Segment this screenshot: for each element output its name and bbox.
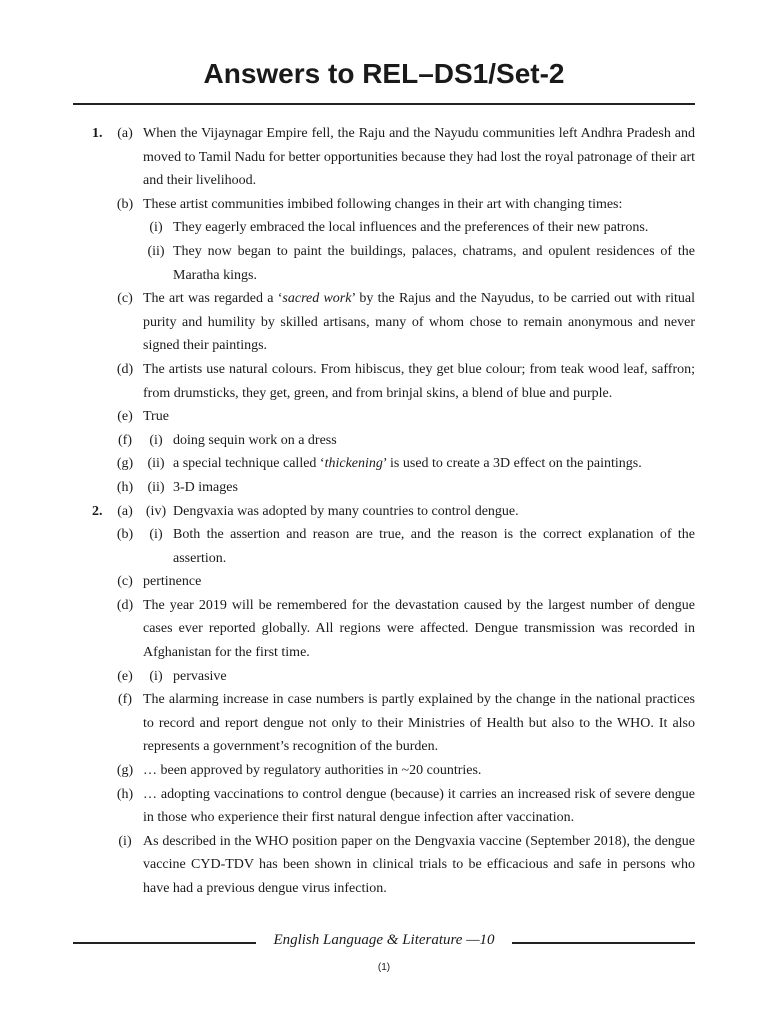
q1-d <box>0 358 768 405</box>
sub-label: (iv) <box>145 503 167 519</box>
page-number: (1) <box>377 962 391 973</box>
answer-text <box>143 287 695 358</box>
answer-label: (e) <box>117 409 133 425</box>
q2-f <box>0 688 768 759</box>
q2-b <box>0 523 768 570</box>
answer-label: (d) <box>116 597 134 613</box>
answer-label: (f) <box>118 432 132 448</box>
q2-a <box>0 500 768 524</box>
q2-d <box>0 594 768 665</box>
q1-f <box>0 429 768 453</box>
sub-label: (i) <box>149 527 163 543</box>
text-part: The art was regarded a ‘ <box>143 291 283 307</box>
answer-label: (a) <box>117 503 133 519</box>
sub-label: (ii) <box>147 479 165 495</box>
q2-g <box>0 759 768 783</box>
question-number: 1. <box>92 126 103 141</box>
answer-text: … adopting vaccinations to control dengue (because) it carries an increased risk of severe dengue in those who experience their first natural dengue infection after vaccination. <box>143 786 695 826</box>
answer-label: (f) <box>118 692 132 708</box>
footer-rule-right <box>512 942 695 944</box>
answer-label: (c) <box>117 574 133 590</box>
q1-h <box>0 476 768 500</box>
answer-label: (e) <box>117 668 133 684</box>
text-part: a special technique called ‘ <box>173 456 325 472</box>
answer-text: As described in the WHO position paper on the Dengvaxia vaccine (September 2018), the dengue vaccine CYD-TDV has been shown in clinical trials to be efficacious and safe in persons who have had a previous dengue virus infection. <box>143 833 695 896</box>
sub-label: (ii) <box>147 243 165 259</box>
q2-e <box>0 665 768 689</box>
emphasis-text: thickening <box>324 456 383 472</box>
answer-label: (i) <box>118 833 132 849</box>
q1-b-i <box>0 216 768 240</box>
answer-text: They now began to paint the buildings, palaces, chatrams, and opulent residences of the Maratha kings. <box>173 243 695 283</box>
answer-label: (b) <box>116 527 134 543</box>
answer-text: They eagerly embraced the local influences and the preferences of their new patrons. <box>173 220 649 236</box>
q1-b-ii <box>0 240 768 287</box>
sub-label: (ii) <box>147 456 165 472</box>
answer-label: (c) <box>117 291 133 307</box>
answer-label: (h) <box>116 786 134 802</box>
title-divider <box>73 103 695 105</box>
answer-label: (h) <box>116 479 134 495</box>
sub-label: (i) <box>149 220 163 236</box>
q2-i <box>0 830 768 901</box>
answer-label: (g) <box>116 456 134 472</box>
answer-text: 3-D images <box>173 479 238 495</box>
answer-text: … been approved by regulatory authorities in ~20 countries. <box>143 763 482 779</box>
answer-text: When the Vijaynagar Empire fell, the Raju and the Nayudu communities left Andhra Pradesh and moved to Tamil Nadu for better opportunities because they had lost the royal patronage of their art and their livelihood. <box>143 126 695 189</box>
answer-text: doing sequin work on a dress <box>173 432 337 448</box>
answer-text: These artist communities imbibed following changes in their art with changing times: <box>143 196 623 212</box>
text-part: ’ is used to create a 3D effect on the paintings. <box>382 456 642 472</box>
sub-label: (i) <box>149 668 163 684</box>
q1-a <box>0 122 768 193</box>
answer-text: The alarming increase in case numbers is partly explained by the change in the national practices to record and report dengue not only to their Ministries of Health but also to the WHO. It also represents a government’s recognition of the burden. <box>143 692 695 755</box>
footer-rule-left <box>73 942 256 944</box>
q2-h <box>0 783 768 830</box>
question-number: 2. <box>92 503 103 519</box>
answer-text: The artists use natural colours. From hibiscus, they get blue colour; from teak wood leaf, saffron; from drumsticks, they get, green, and from brinjal skins, a blend of blue and purple. <box>143 361 695 401</box>
answer-text: Both the assertion and reason are true, and the reason is the correct explanation of the assertion. <box>173 527 695 566</box>
text-part: ’ by the Rajus and the Nayudus, to be carried out with ritual purity and humility by skilled artisans, many of whom chose to remain anonymous and never signed their paintings. <box>143 291 695 354</box>
emphasis-text: sacred work <box>282 291 352 307</box>
answer-text: The year 2019 will be remembered for the devastation caused by the largest number of dengue cases ever reported globally. All regions were affected. Dengue transmission was recorded in Afghanistan for the first time. <box>143 597 695 661</box>
answer-text <box>173 452 695 476</box>
answer-text: True <box>143 409 169 425</box>
q1-c <box>0 287 768 358</box>
footer-title: English Language & Literature —10 <box>273 932 495 948</box>
q1-g <box>0 452 768 476</box>
page-title: Answers to REL–DS1/Set-2 <box>203 58 565 89</box>
answer-text: pertinence <box>143 574 202 590</box>
q1-e <box>0 405 768 429</box>
answers-content <box>0 122 768 901</box>
answer-text: Dengvaxia was adopted by many countries to control dengue. <box>173 503 519 519</box>
answer-label: (b) <box>116 196 134 212</box>
q1-b <box>0 193 768 217</box>
q2-c <box>0 570 768 594</box>
answer-label: (a) <box>117 126 133 141</box>
sub-label: (i) <box>149 432 163 448</box>
answer-text: pervasive <box>173 668 227 684</box>
answer-label: (g) <box>116 763 134 779</box>
answer-label: (d) <box>116 361 134 377</box>
